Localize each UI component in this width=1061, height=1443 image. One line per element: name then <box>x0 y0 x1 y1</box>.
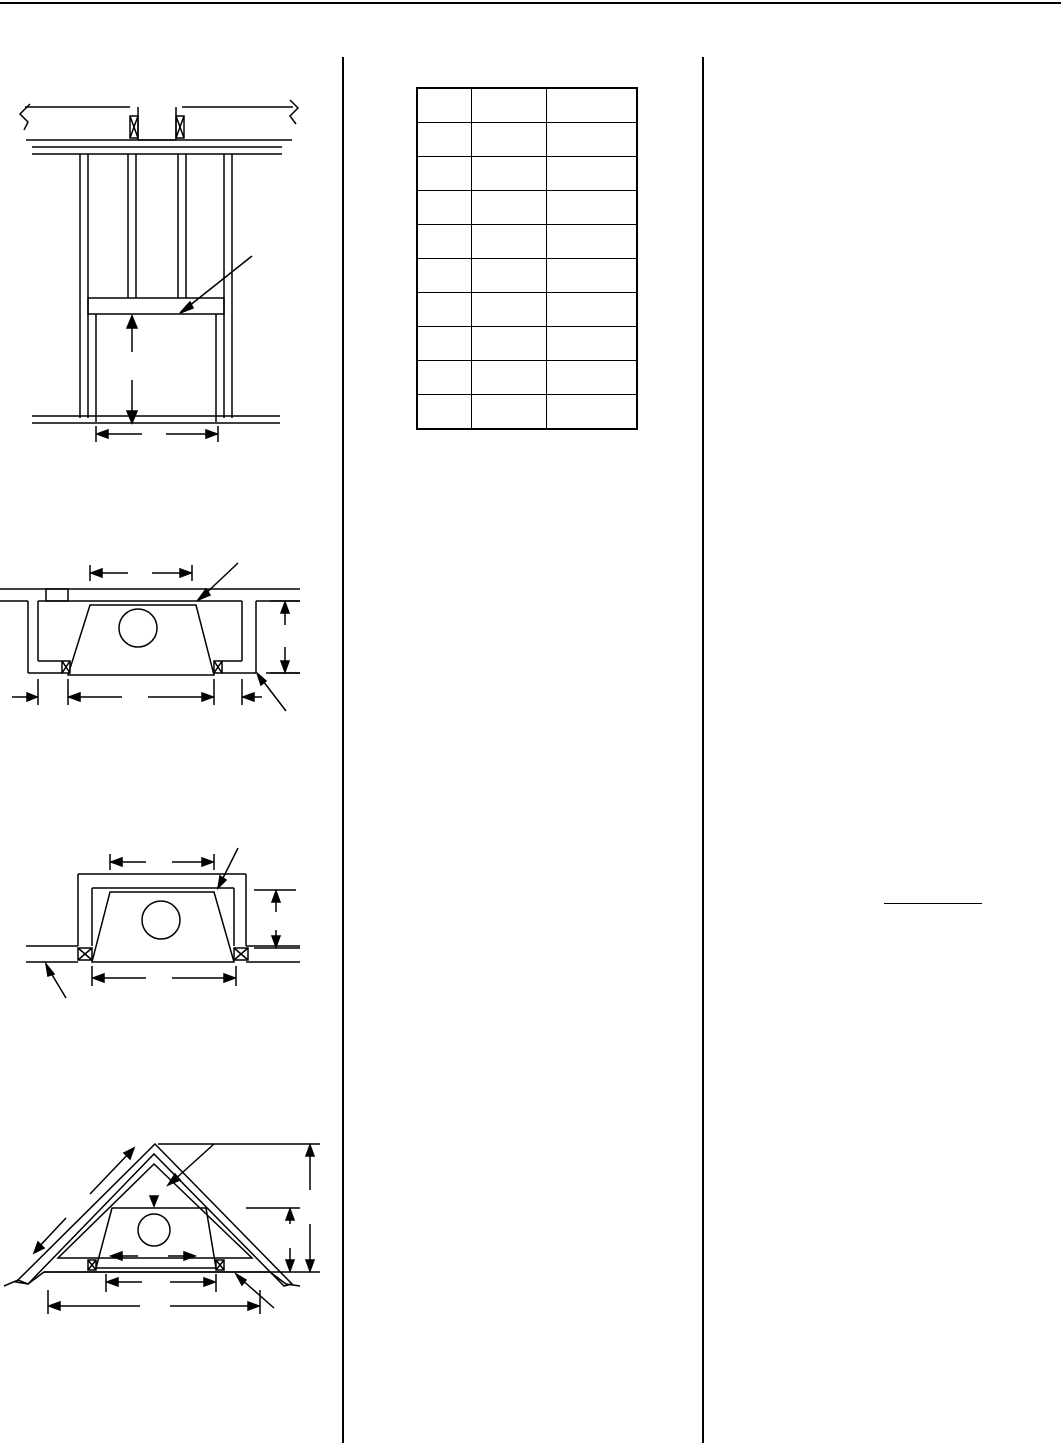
table-cell <box>547 327 638 361</box>
table-cell <box>547 88 638 123</box>
header-beam <box>88 298 224 314</box>
table-cell <box>417 157 472 191</box>
table-cell <box>547 157 638 191</box>
table-row <box>417 123 637 157</box>
table-cell <box>417 123 472 157</box>
column-divider-left <box>342 57 344 1443</box>
overall-width-dimension <box>48 1290 260 1314</box>
framing-elevation-figure <box>0 90 320 450</box>
table-row <box>417 225 637 259</box>
fixture-housing <box>96 1208 216 1268</box>
fixture-opening <box>119 609 157 647</box>
column-divider-right <box>702 57 704 1443</box>
header-rule <box>0 2 1061 4</box>
top-dimension <box>110 854 214 870</box>
leader-arrow-bottom <box>46 964 66 998</box>
table-cell <box>417 225 472 259</box>
table-cell <box>472 327 547 361</box>
outer-trim <box>16 1144 292 1286</box>
table-row <box>417 88 637 123</box>
inner-width-dimension <box>111 1252 195 1260</box>
leader-arrow-bottom <box>257 673 286 711</box>
table-row <box>417 191 637 225</box>
table-cell <box>417 191 472 225</box>
table-cell <box>547 293 638 327</box>
leader-arrow-bottom <box>236 1274 274 1308</box>
wall-plan-recessed-figure <box>0 555 320 715</box>
table-cell <box>417 395 472 430</box>
table-cell <box>417 88 472 123</box>
wall-plan-surface-figure <box>0 840 320 1010</box>
blank-entry-line <box>884 903 982 904</box>
table-row <box>417 259 637 293</box>
table-cell <box>547 123 638 157</box>
table-cell <box>472 259 547 293</box>
table-cell <box>417 361 472 395</box>
leader-arrow-top <box>218 848 238 888</box>
table-cell <box>472 191 547 225</box>
table-cell <box>472 157 547 191</box>
table-cell <box>417 327 472 361</box>
table-row <box>417 293 637 327</box>
fixture-housing <box>92 892 234 962</box>
height-dimension <box>127 316 137 423</box>
wall-studs <box>80 154 232 418</box>
leader-arrow-top <box>198 563 238 600</box>
table-row <box>417 327 637 361</box>
table-row <box>417 361 637 395</box>
right-height-dimension <box>254 890 300 948</box>
fixture-opening <box>142 901 180 939</box>
table-row <box>417 395 637 430</box>
table-cell <box>417 259 472 293</box>
dimension-table <box>416 87 638 430</box>
table-cell <box>472 123 547 157</box>
table-cell <box>547 259 638 293</box>
fixture-opening <box>138 1214 170 1246</box>
table-cell <box>472 395 547 430</box>
table-cell <box>472 361 547 395</box>
width-dimension <box>96 426 218 442</box>
table-cell <box>472 88 547 123</box>
right-height-dimension <box>270 601 300 673</box>
top-dimension <box>90 565 192 581</box>
bottom-dimension <box>92 966 236 986</box>
diagonal-dimension <box>34 1148 134 1253</box>
corner-plan-figure <box>0 1132 330 1322</box>
leader-arrow <box>180 256 252 313</box>
table-cell <box>547 395 638 430</box>
table-row <box>417 157 637 191</box>
table-cell <box>547 225 638 259</box>
table-cell <box>547 361 638 395</box>
table-cell <box>547 191 638 225</box>
bottom-dimensions <box>12 679 262 705</box>
table-cell <box>472 225 547 259</box>
mid-width-dimension <box>106 1274 216 1292</box>
ceiling-joist-break <box>20 100 298 140</box>
table-cell <box>417 293 472 327</box>
fixture-housing <box>68 605 214 675</box>
table-cell <box>472 293 547 327</box>
